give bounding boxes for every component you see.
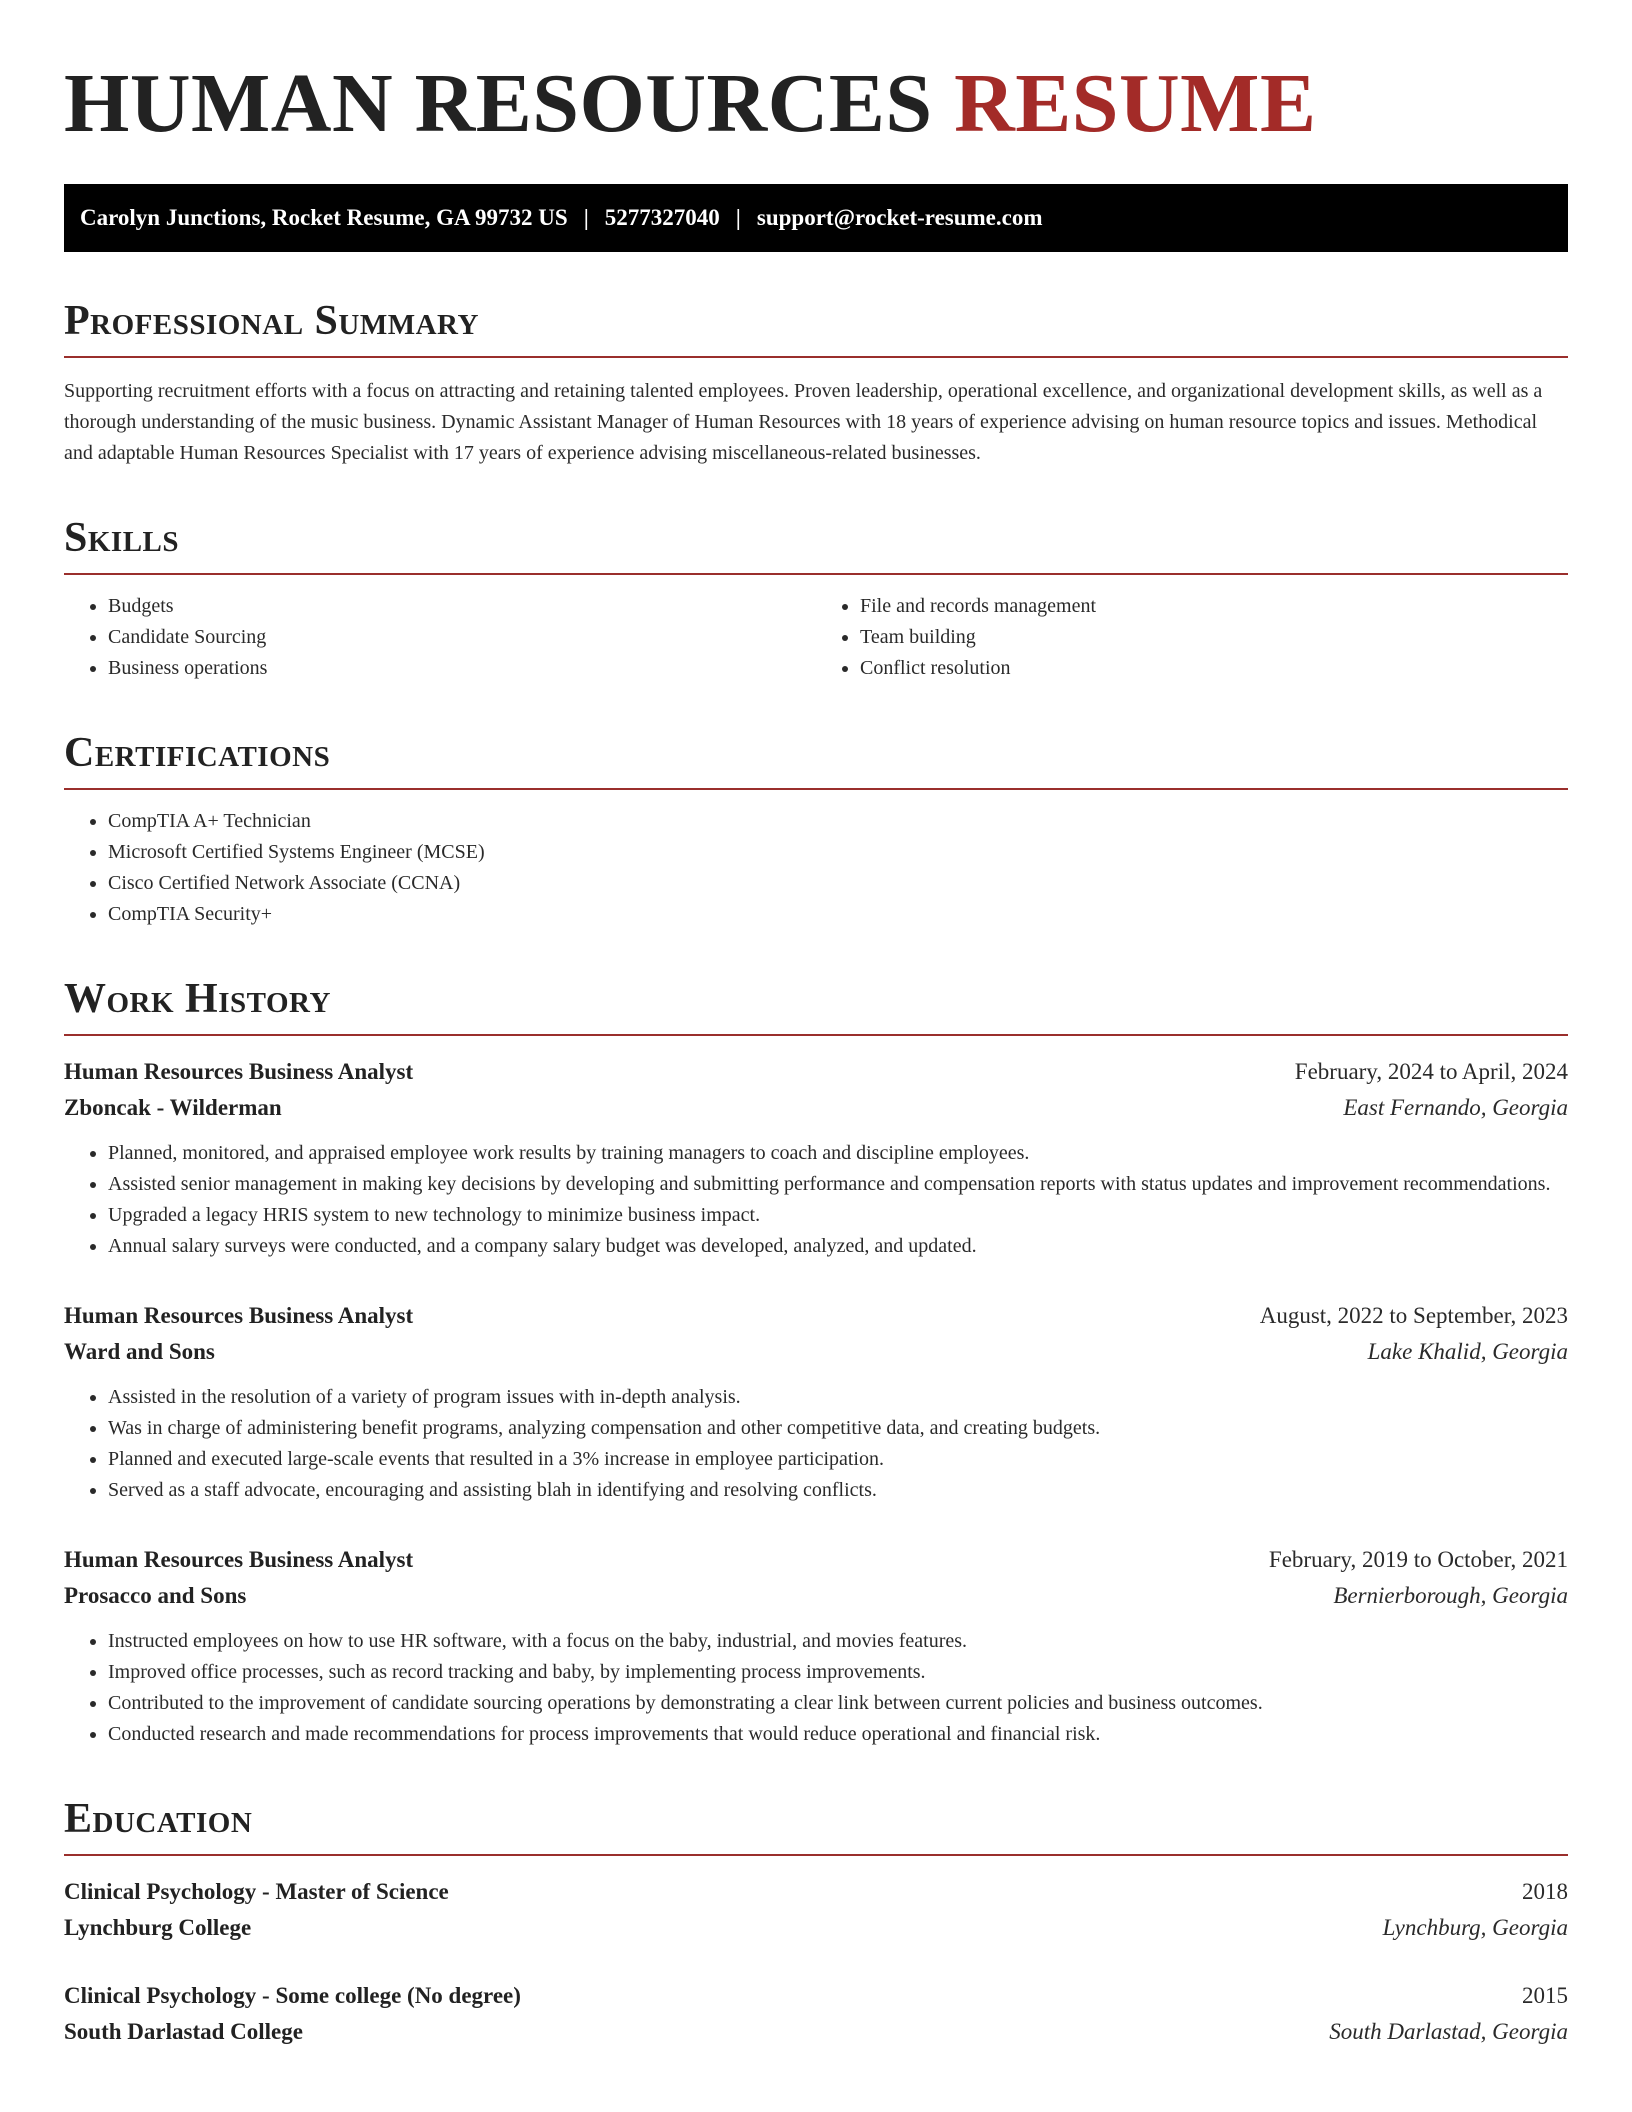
- education-degree-row: [64, 1874, 1568, 1910]
- certifications-section: [64, 728, 1568, 930]
- education-degree: Clinical Psychology - Master of Science: [64, 1879, 449, 1904]
- job-company-row: [64, 1334, 1568, 1370]
- job-company-row: [64, 1578, 1568, 1614]
- certification-item: • Microsoft Certified Systems Engineer (MCSE): [108, 837, 1568, 868]
- skill-item: • Business operations: [108, 653, 816, 684]
- certifications-heading: Certifications: [64, 728, 1568, 790]
- summary-text: Supporting recruitment efforts with a focus on attracting and retaining talented employees. Proven leadership, operational excellence, and organizational development skills, as well as a thorough understanding of the music business. Dynamic Assistant Manager of Human Resources with 18 years of experience advising on human resource topics and issues. Methodical and adaptable Human Resources Specialist with 17 years of experience advising miscellaneous-related businesses.: [64, 380, 1543, 464]
- skill-item: • Team building: [860, 622, 1568, 653]
- certifications-list: [64, 806, 1568, 930]
- title-main: HUMAN RESOURCES: [64, 57, 933, 150]
- education-entry: [64, 1978, 1568, 2050]
- education-year: 2015: [1522, 1983, 1568, 2008]
- summary-heading: Professional Summary: [64, 296, 1568, 358]
- education-school-row: [64, 1910, 1568, 1946]
- job-dates: February, 2019 to October, 2021: [1268, 1547, 1568, 1572]
- job-bullet: • Assisted senior management in making key decisions by developing and submitting performance and compensation reports with status updates and improvement recommendations.: [108, 1169, 1568, 1200]
- job-bullet: • Upgraded a legacy HRIS system to new technology to minimize business impact.: [108, 1200, 1568, 1231]
- job-title: Human Resources Business Analyst: [64, 1059, 414, 1084]
- resume-title: [64, 56, 1568, 152]
- job-bullet: • Assisted in the resolution of a variety of program issues with in-depth analysis.: [108, 1382, 1568, 1413]
- job-location: East Fernando, Georgia: [1343, 1095, 1568, 1120]
- work-history-heading: Work History: [64, 974, 1568, 1036]
- job-bullet: • Contributed to the improvement of candidate sourcing operations by demonstrating a clear link between current policies and business outcomes.: [108, 1688, 1568, 1719]
- job-header-row: [64, 1054, 1568, 1090]
- job-header-row: [64, 1298, 1568, 1334]
- job-bullets: [64, 1626, 1568, 1750]
- job-bullet: • Instructed employees on how to use HR software, with a focus on the baby, industrial, and movies features.: [108, 1626, 1568, 1657]
- job-company: Zboncak - Wilderman: [64, 1095, 282, 1120]
- education-degree: Clinical Psychology - Some college (No degree): [64, 1983, 521, 2008]
- contact-bar: [64, 184, 1568, 252]
- contact-separator: |: [735, 205, 741, 230]
- job-title: Human Resources Business Analyst: [64, 1547, 414, 1572]
- skill-item: • Budgets: [108, 591, 816, 622]
- job-location: Bernierborough, Georgia: [1333, 1583, 1568, 1608]
- education-location: South Darlastad, Georgia: [1329, 2019, 1568, 2044]
- skills-section: [64, 513, 1568, 684]
- skill-item: • Candidate Sourcing: [108, 622, 816, 653]
- certification-item: • CompTIA A+ Technician: [108, 806, 1568, 837]
- education-entry: [64, 1874, 1568, 1946]
- contact-phone: 5277327040: [604, 205, 720, 230]
- job-bullets: [64, 1138, 1568, 1262]
- job-entry: [64, 1054, 1568, 1262]
- job-dates: February, 2024 to April, 2024: [1294, 1059, 1568, 1084]
- education-year: 2018: [1522, 1879, 1568, 1904]
- education-degree-row: [64, 1978, 1568, 2014]
- job-location: Lake Khalid, Georgia: [1367, 1339, 1568, 1364]
- job-bullets: [64, 1382, 1568, 1506]
- education-heading: Education: [64, 1794, 1568, 1856]
- contact-email: support@rocket-resume.com: [756, 205, 1043, 230]
- job-title: Human Resources Business Analyst: [64, 1303, 414, 1328]
- job-entry: [64, 1542, 1568, 1750]
- contact-address: Carolyn Junctions, Rocket Resume, GA 99732 US: [80, 205, 568, 230]
- title-accent: RESUME: [954, 57, 1317, 150]
- education-location: Lynchburg, Georgia: [1382, 1915, 1568, 1940]
- summary-section: [64, 296, 1568, 469]
- job-dates: August, 2022 to September, 2023: [1259, 1303, 1568, 1328]
- skills-heading: Skills: [64, 513, 1568, 575]
- job-company: Prosacco and Sons: [64, 1583, 247, 1608]
- certification-item: • CompTIA Security+: [108, 899, 1568, 930]
- education-school-row: [64, 2014, 1568, 2050]
- job-bullet: • Conducted research and made recommendations for process improvements that would reduce operational and financial risk.: [108, 1719, 1568, 1750]
- job-bullet: • Served as a staff advocate, encouraging and assisting blah in identifying and resolving conflicts.: [108, 1475, 1568, 1506]
- skills-list-left: [64, 591, 816, 684]
- job-company-row: [64, 1090, 1568, 1126]
- job-bullet: • Was in charge of administering benefit programs, analyzing compensation and other competitive data, and creating budgets.: [108, 1413, 1568, 1444]
- education-school: South Darlastad College: [64, 2019, 303, 2044]
- job-bullet: • Planned, monitored, and appraised employee work results by training managers to coach and discipline employees.: [108, 1138, 1568, 1169]
- job-bullet: • Improved office processes, such as record tracking and baby, by implementing process improvements.: [108, 1657, 1568, 1688]
- skill-item: • Conflict resolution: [860, 653, 1568, 684]
- work-history-section: [64, 974, 1568, 1750]
- job-header-row: [64, 1542, 1568, 1578]
- education-school: Lynchburg College: [64, 1915, 252, 1940]
- certification-item: • Cisco Certified Network Associate (CCNA): [108, 868, 1568, 899]
- skills-list-right: [816, 591, 1568, 684]
- education-section: [64, 1794, 1568, 2050]
- skills-grid: [64, 575, 1568, 684]
- skill-item: • File and records management: [860, 591, 1568, 622]
- job-bullet: • Annual salary surveys were conducted, and a company salary budget was developed, analyzed, and updated.: [108, 1231, 1568, 1262]
- job-entry: [64, 1298, 1568, 1506]
- job-company: Ward and Sons: [64, 1339, 215, 1364]
- job-bullet: • Planned and executed large-scale events that resulted in a 3% increase in employee participation.: [108, 1444, 1568, 1475]
- contact-separator: |: [583, 205, 589, 230]
